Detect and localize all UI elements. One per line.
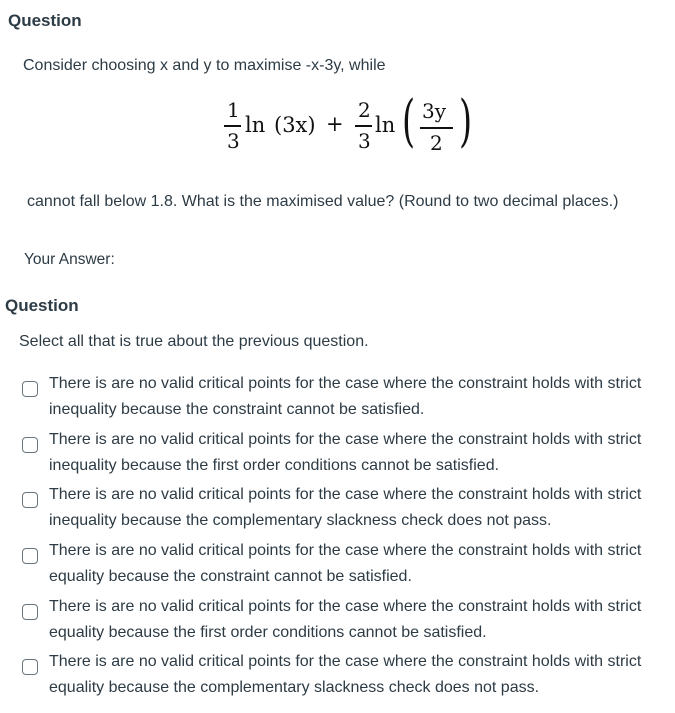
formula-frac2-numerator: 2 bbox=[358, 98, 371, 122]
answer-option-2[interactable] bbox=[22, 427, 662, 479]
question-1-title: Question bbox=[8, 11, 82, 30]
formula-plus: + bbox=[326, 112, 344, 136]
question-2-prompt: Select all that is true about the previous question. bbox=[19, 333, 369, 350]
answer-option-3[interactable] bbox=[22, 482, 662, 534]
formula-inner-numerator: 3y bbox=[422, 99, 447, 123]
answer-option-1[interactable] bbox=[22, 371, 662, 423]
formula-frac1-denominator: 3 bbox=[227, 129, 240, 153]
question-1-prompt-continued: cannot fall below 1.8. What is the maximised value? (Round to two decimal places.) bbox=[27, 193, 619, 210]
question-2-title: Question bbox=[5, 296, 79, 315]
formula-right-paren: ) bbox=[459, 89, 473, 154]
formula-frac1-bar bbox=[224, 125, 241, 127]
formula-frac2-bar bbox=[355, 125, 372, 127]
formula-ln-1: ln bbox=[245, 113, 266, 137]
formula-argument-1: (3x) bbox=[274, 113, 316, 137]
option-4-checkbox[interactable] bbox=[22, 548, 38, 564]
option-6-label: There is are no valid critical points for the case where the constraint holds with strict equality because the complementary slackness check does not pass. bbox=[49, 653, 642, 696]
option-4-label: There is are no valid critical points for the case where the constraint holds with strict equality because the constraint cannot be satisfied. bbox=[49, 542, 642, 585]
formula-frac2-denominator: 3 bbox=[358, 129, 371, 153]
formula-frac1-numerator: 1 bbox=[227, 98, 240, 122]
formula-ln-2: ln bbox=[375, 113, 396, 137]
answer-option-5[interactable] bbox=[22, 594, 662, 646]
option-3-checkbox[interactable] bbox=[22, 492, 38, 508]
option-1-checkbox[interactable] bbox=[22, 381, 38, 397]
option-6-checkbox[interactable] bbox=[22, 659, 38, 675]
formula-inner-bar bbox=[420, 127, 453, 129]
option-2-label: There is are no valid critical points for the case where the constraint holds with strict inequality because the first order conditions cannot be satisfied. bbox=[49, 431, 642, 474]
formula-inner-denominator: 2 bbox=[430, 131, 443, 155]
option-1-label: There is are no valid critical points for the case where the constraint holds with strict inequality because the constraint cannot be satisfied. bbox=[49, 375, 642, 418]
question-1-prompt: Consider choosing x and y to maximise -x-3y, while bbox=[23, 57, 386, 74]
your-answer-label: Your Answer: bbox=[24, 251, 115, 268]
answer-option-4[interactable] bbox=[22, 538, 662, 590]
option-2-checkbox[interactable] bbox=[22, 437, 38, 453]
option-3-label: There is are no valid critical points for the case where the constraint holds with strict inequality because the complementary slackness check does not pass. bbox=[49, 486, 642, 529]
answer-option-6[interactable] bbox=[22, 649, 662, 701]
option-5-checkbox[interactable] bbox=[22, 604, 38, 620]
option-5-label: There is are no valid critical points for the case where the constraint holds with strict equality because the first order conditions cannot be satisfied. bbox=[49, 598, 642, 641]
formula-left-paren: ( bbox=[402, 89, 416, 154]
